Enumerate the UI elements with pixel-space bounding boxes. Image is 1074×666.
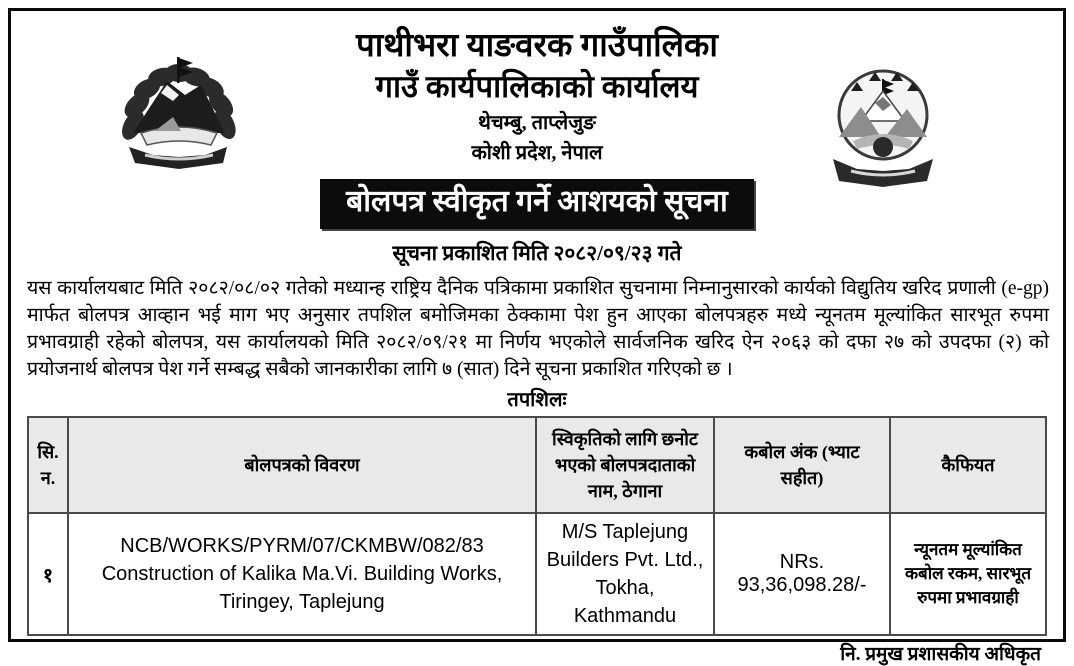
row-bidder: M/S Taplejung Builders Pvt. Ltd., Tokha, Kathmandu	[536, 513, 714, 635]
table-header-row	[28, 417, 1046, 513]
col-header-description: बोलपत्रको विवरण	[68, 417, 536, 513]
table-row	[28, 513, 1046, 635]
letterhead	[11, 11, 1063, 167]
tender-table	[27, 416, 1047, 636]
address-line-2: कोशी प्रदेश, नेपाल	[471, 142, 603, 164]
signature-designation: नि. प्रमुख प्रशासकीय अधिकृत	[840, 644, 1041, 665]
row-amount: NRs. 93,36,098.28/-	[714, 513, 890, 635]
row-description: NCB/WORKS/PYRM/07/CKMBW/082/83 Construction of Kalika Ma.Vi. Building Works, Tiringey, Taplejung	[68, 513, 536, 635]
details-label: तपशिलः	[507, 389, 567, 411]
published-date: सूचना प्रकाशित मिति २०८२/०९/२३ गते	[392, 241, 682, 265]
col-header-bidder: स्विकृतिको लागि छनोट भएको बोलपत्रदाताको नाम, ठेगाना	[536, 417, 714, 513]
organization-name: पाथीभरा याङवरक गाउँपालिका	[356, 28, 718, 64]
row-remarks: न्यूनतम मूल्यांकित कबोल रकम, सारभूत रुपमा प्रभावग्राही	[890, 513, 1046, 635]
row-sn: १	[28, 513, 68, 635]
document-page	[8, 8, 1066, 665]
municipality-emblem-icon	[823, 63, 943, 198]
notice-body-paragraph: यस कार्यालयबाट मिति २०८२/०८/०२ गतेको मध्यान्ह राष्ट्रिय दैनिक पत्रिकामा प्रकाशित सुचनामा निम्नानुसारको कार्यको विद्युतिय खरिद प्रणाली (e-gp) मार्फत बोलपत्र आव्हान भई माग भए अनुसार तपशिल बमोजिमका ठेक्कामा पेश हुन आएका बोलपत्रहरु मध्ये न्यूनतम मूल्यांकित सारभूत रुपमा प्रभावग्राही रहेको बोलपत्र, यस कार्यालयको मिति २०८२/०९/२१ मा निर्णय भएकोले सार्वजनिक खरिद ऐन २०६३ को दफा २७ को उपदफा (२) को प्रयोजनार्थ बोलपत्र पेश गर्ने सम्बद्ध सबैको जानकारीका लागि ७ (सात) दिने सूचना प्रकाशित गरिएको छ ।	[27, 278, 1049, 380]
notice-title-banner: बोलपत्र स्वीकृत गर्ने आशयको सूचना	[320, 179, 754, 229]
col-header-remarks: कैफियत	[890, 417, 1046, 513]
col-header-sn: सि. न.	[28, 417, 68, 513]
address-line-1: थेचम्बु, ताप्लेजुङ	[478, 112, 596, 134]
office-name: गाउँ कार्यपालिकाको कार्यालय	[375, 69, 699, 104]
nepal-government-emblem-icon	[115, 51, 241, 186]
col-header-amount: कबोल अंक (भ्याट सहीत)	[714, 417, 890, 513]
